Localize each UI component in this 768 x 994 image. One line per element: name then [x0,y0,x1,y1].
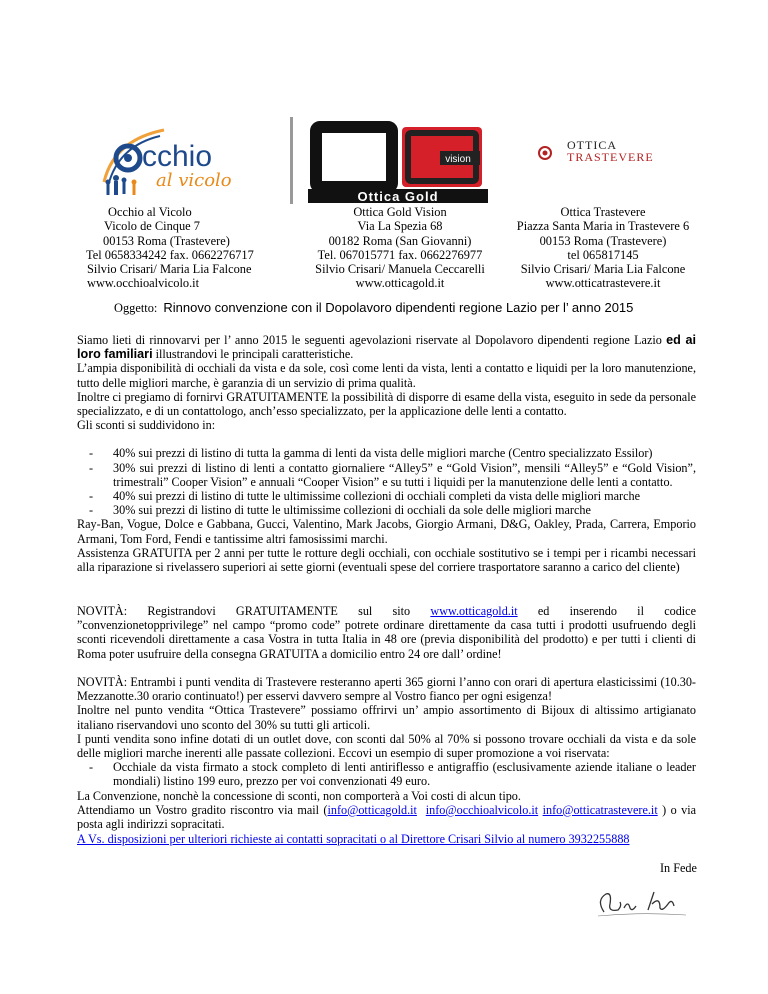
address-line: tel 065817145 [567,247,639,262]
intro-paragraph [77,333,696,361]
occhio-logo-sub: al vicolo [156,170,232,191]
address-line: Tel 0658334242 fax. 0662276717 [86,247,254,262]
address-website: www.occhioalvicolo.it [87,276,200,291]
contact-section [77,832,696,846]
eye-exam-paragraph: Inoltre ci pregiamo di fornirvi GRATUITAMENTE la possibilità di disporre di esame della vista, eseguito in sede da personale specializzato, e di un contattologo, anch’esso specializzato, per la applicazione delle lenti a contatto. [77,389,696,419]
address-line: 00182 Roma (San Giovanni) [328,233,472,248]
subject-line [114,300,633,316]
contact-director-link[interactable]: A Vs. disposizioni per ulteriori richieste ai contatti sopracitati o al Direttore Crisari Silvio al numero 3932255888 [77,832,630,846]
address-website: www.otticatrastevere.it [545,276,661,291]
ottica-trastevere-logo [535,127,685,167]
novita-stores-section [77,675,696,831]
address-line: 00153 Roma (Trastevere) [103,233,230,248]
discount-item: - 30% sui prezzi di listino di tutte le ultimissime collezioni di occhiali da sole delle migliori marche [89,503,591,518]
subject-text: Rinnovo convenzione con il Dopolavoro dipendenti regione Lazio per l’ anno 2015 [163,300,634,315]
address-line: 00153 Roma (Trastevere) [539,233,667,248]
reply-text: ) o via posta agli indirizzi sopracitati. [77,802,696,832]
mail-link-otticagold[interactable]: info@otticagold.it [327,802,417,817]
address-block-trastevere [500,205,706,291]
mail-link-otticatrastevere[interactable]: info@otticatrastevere.it [542,802,658,817]
discount-item: - 30% sui prezzi di listino di lenti a contatto giornaliere “Alley5” e “Gold Vision”, mensili “Alley5” e “Gold Vision”, trimestrali” Cooper Vision” e annuali “Cooper Vision” e su tutti i liquidi per la manutenzione delle lenti a contatto. [89,460,696,489]
intro-text: illustrandovi le principali caratteristiche. [152,347,354,362]
subject-label: Oggetto: [114,301,158,315]
intro-text: Siamo lieti di rinnovarvi per l’ anno 2015 le seguenti agevolazioni riservate al Dopolavoro dipendenti regione Lazio [77,333,667,347]
reply-paragraph [77,803,696,831]
intro-highlight: ed ai loro familiari [77,333,696,362]
address-line: Silvio Crisari/ Manuela Ceccarelli [315,262,485,277]
signature [590,882,700,927]
brands-paragraph: Ray-Ban, Vogue, Dolce e Gabbana, Gucci, Valentino, Mark Jacobs, Giorgio Armani, D&G, Oakley, Prada, Carrera, Emporio Armani, Tom Ford, Fendi e tantissime altri famosissimi marchi. [77,517,696,546]
address-line: Ottica Trastevere [560,205,646,219]
address-line: Vicolo de Cinque 7 [104,219,200,234]
otticagold-link[interactable]: www.otticagold.it [430,604,518,618]
novita-text: ed inserendo il codice [517,604,696,618]
novita-text: NOVITÀ: Registrandovi GRATUITAMENTE sul sito [77,604,431,618]
trastevere-logo-line1: OTTICA [567,138,617,152]
address-line: Occhio al Vicolo [108,205,192,219]
assistance-paragraph: Assistenza GRATUITA per 2 anni per tutte le rotture degli occhiali, con occhiale sostitutivo se i tempi per i ricambi necessari alla riparazione si rivelassero superiori ai sette giorni (eventuali spese del corriere trasportatore saranno a carico del cliente) [77,545,696,575]
discount-text: 40% sui prezzi di listino di tutta la gamma di lenti da vista delle migliori marche (Centro specializzato Essilor) [113,446,653,461]
discounts-intro: Gli sconti si suddividono in: [77,418,216,433]
occhio-al-vicolo-logo [94,120,294,200]
promo-item: - Occhiale da vista firmato a stock completo di lenti antiriflesso e antigraffio (esclusivamente aziende italiane o leader mondiali) listino 199 euro, prezzo per voi convenzionati 49 euro. [89,760,696,789]
reply-text: Attendiamo un Vostro gradito riscontro via mail ( [77,802,328,817]
trastevere-logo-line2: TRASTEVERE [567,150,654,164]
bijoux-paragraph: Inoltre nel punto vendita “Ottica Trastevere” possiamo offrirvi un’ ampio assortimento di Bijoux di altissimo artigianato italiano riservandovi uno sconto del 30% su tutti gli articoli. [77,703,696,732]
novita-online-line1 [77,604,696,618]
novita-online-section [77,604,696,661]
intro-section [77,333,696,574]
ottica-gold-logo [290,117,500,204]
novita-online-body: ”convenzionetopprivilege” nel campo “promo code” potrete ordinare direttamente da casa tutti i prodotti usufruendo degli sconti ricevendoli direttamente a casa Vostra in tutta Italia in 48 ore (previa disponibilità del prodotto) e per tutti i clienti di Roma poter usufruire della consegna GRATUITA a domicilio entro 24 ore dall’ ordine! [77,618,696,661]
no-cost-paragraph: La Convenzione, nonchè la concessione di sconti, non comporterà a Voi costi di alcun tipo. [77,788,521,803]
logo-row [0,112,768,204]
address-block-occhio [86,205,276,291]
address-line: Via La Spezia 68 [357,219,443,234]
discount-item: - 40% sui prezzi di listino di tutte le ultimissime collezioni di occhiali completi da vista delle migliori marche [89,489,640,504]
gold-logo-name: Ottica Gold [357,189,439,204]
outlet-paragraph: I punti vendita sono infine dotati di un outlet dove, con sconti dal 50% al 70% si possono trovare occhiali da vista e da sole delle migliori marche inerenti alle passate collezioni. Eccovi un esempio di super promozione a voi riservata: [77,731,696,761]
address-block-gold [300,205,500,291]
gold-logo-badge: vision [445,154,471,165]
mail-link-occhioalvicolo[interactable]: info@occhioalvicolo.it [425,802,539,817]
closing-text: In Fede [660,861,697,875]
opening-hours-paragraph: NOVITÀ: Entrambi i punti vendita di Trastevere resteranno aperti 365 giorni l’anno con orari di apertura elasticissimi (10.30-Mezzanotte.30 orario continuato!) per esservi davvero sempre al Vostro fianco per ogni esigenza! [77,675,696,704]
address-line: Tel. 067015771 fax. 0662276977 [317,247,483,262]
address-line: Ottica Gold Vision [353,205,447,219]
address-line: Silvio Crisari/ Maria Lia Falcone [520,262,686,277]
address-line: Silvio Crisari/ Maria Lia Falcone [87,262,252,277]
occhio-logo-main: cchio [142,140,213,173]
discount-text: 40% sui prezzi di listino di tutte le ultimissime collezioni di occhiali completi da vista delle migliori marche [113,489,640,504]
address-website: www.otticagold.it [355,276,445,291]
discount-item: - 40% sui prezzi di listino di tutta la gamma di lenti da vista delle migliori marche (Centro specializzato Essilor) [89,446,653,461]
discount-text: 30% sui prezzi di listino di tutte le ultimissime collezioni di occhiali da sole delle migliori marche [113,503,591,518]
availability-paragraph: L’ampia disponibilità di occhiali da vista e da sole, così come lenti da vista, lenti a contatto e liquidi per la loro manutenzione, tutto delle migliori marche, è garanzia di un servizio di prima qualità. [77,361,696,390]
address-line: Piazza Santa Maria in Trastevere 6 [516,219,690,234]
discount-text: 30% sui prezzi di listino di lenti a contatto giornaliere “Alley5” e “Gold Vision”, mensili “Alley5” e “Gold Vision”, trimestrali” Cooper Vision” e annuali “Cooper Vision” e su tutti i liquidi per la manutenzione delle lenti a contatto. [113,460,696,489]
promo-text: Occhiale da vista firmato a stock completo di lenti antiriflesso e antigraffio (esclusivamente aziende italiane o leader mondiali) listino 199 euro, prezzo per voi convenzionati 49 euro. [113,760,696,789]
